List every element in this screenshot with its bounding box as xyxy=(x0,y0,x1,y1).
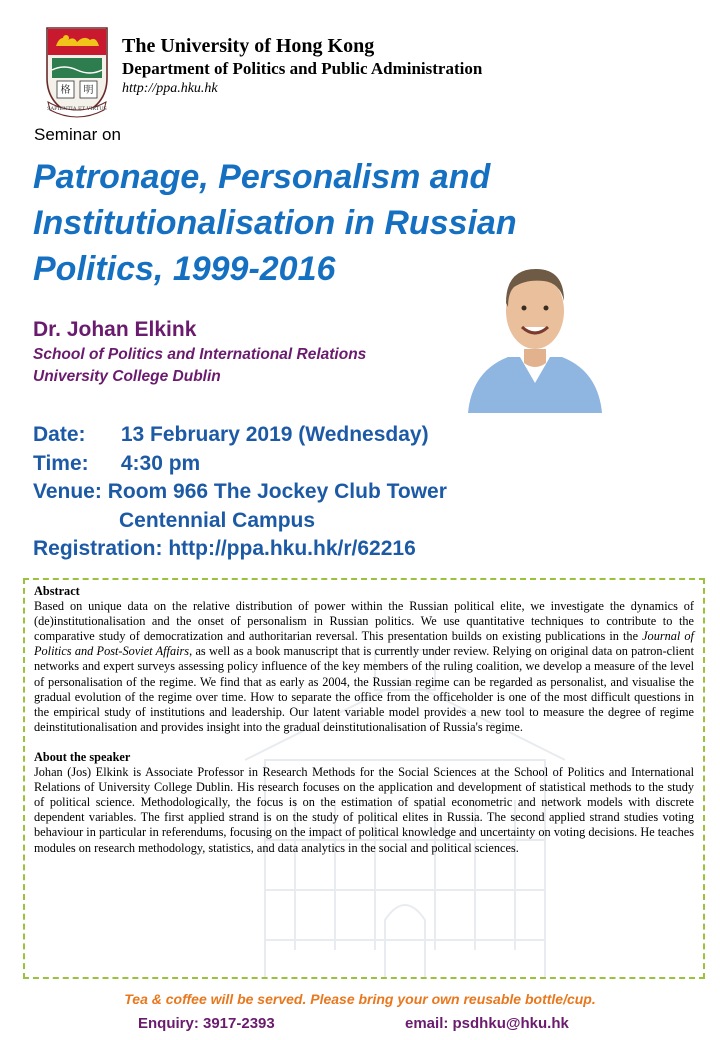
abstract-text: Based on unique data on the relative distribution of power within the Russian political elite, we investigate the dynamics of (de)institutionalisation and the onset of personalism in Russian politics. We use quantitative techniques to contribute to the comparative study of democratization and authoritarian reversal. This presentation builds on existing publications in the Journal of Politics and Post-Soviet Affairs, as well as a book manuscript that is currently under review. Relying on original data on patron-client networks and expert surveys assessing policy influence of the key members of the ruling coalition, we develop a measure of the level of personalisation of the regime. We find that as early as 2004, the Russian regime can be regarded as personalist, and visualise the gradual evolution of the regime over time. How to separate the office from the officeholder is one of the most difficult questions in the empirical study of institutions and leadership. Our latent variable model provides a new tool to measure the degree of regime deinstitutionalisation and provides insight into the gradual deinstitutionalisation of Russia's regime. xyxy=(34,599,694,734)
abstract-box xyxy=(23,578,705,979)
hku-crest-logo xyxy=(44,26,110,118)
svg-text:明: 明 xyxy=(83,85,94,96)
title-line: Institutionalisation in Russian xyxy=(33,204,517,242)
svg-text:格: 格 xyxy=(60,85,71,96)
venue-row-2 xyxy=(33,507,447,536)
venue-line1: Room 966 The Jockey Club Tower xyxy=(107,480,447,503)
university-name: The University of Hong Kong xyxy=(122,35,375,57)
about-speaker-heading: About the speaker xyxy=(34,749,131,764)
date-label: Date: xyxy=(33,423,86,446)
refreshment-notice: Tea & coffee will be served. Please bring your own reusable bottle/cup. xyxy=(124,991,596,1007)
department-url[interactable]: http://ppa.hku.hk xyxy=(122,81,218,96)
venue-row xyxy=(33,478,447,507)
university-header xyxy=(122,34,482,98)
seminar-label: Seminar on xyxy=(34,125,121,144)
speaker-photo xyxy=(458,253,612,413)
about-speaker-text: Johan (Jos) Elkink is Associate Professor in Research Methods for the Social Sciences at the School of Politics and International Relations of University College Dublin. His research focuses on the application and development of statistical methods to the study of political science. Methodologically, the focus is on the estimation of spatial econometric and network models with discrete dependent variables. The first applied strand is on the study of political elites in Russia. The second applied strand studies voting behaviour in particular in referendums, focusing on the impact of political knowledge and uncertainty on voting decisions. He teaches modules on research methodology, statistics, and data analytics in the social and political sciences. xyxy=(34,765,694,855)
time-value: 4:30 pm xyxy=(120,451,201,475)
venue-label: Venue: xyxy=(33,480,102,503)
journal-name: Journal of Politics and Post-Soviet Affairs xyxy=(34,629,694,659)
time-row xyxy=(33,450,447,479)
title-line: Patronage, Personalism and xyxy=(33,158,491,196)
date-row xyxy=(33,421,447,450)
enquiry-phone: Enquiry: 3917-2393 xyxy=(138,1015,275,1032)
speaker-name: Dr. Johan Elkink xyxy=(33,318,197,341)
abstract-heading: Abstract xyxy=(34,584,80,598)
enquiry-email[interactable]: email: psdhku@hku.hk xyxy=(405,1015,569,1032)
speaker-affiliation-school: School of Politics and International Relations xyxy=(33,346,367,363)
registration-label: Registration: xyxy=(33,537,163,560)
crest-motto: SAPIENTIA ET VIRTUS xyxy=(47,106,107,112)
title-line: Politics, 1999-2016 xyxy=(33,250,336,288)
speaker-affiliation-university: University College Dublin xyxy=(33,368,221,385)
registration-row xyxy=(33,535,447,564)
venue-line2: Centennial Campus xyxy=(119,508,316,532)
date-value: 13 February 2019 (Wednesday) xyxy=(120,423,429,446)
department-name: Department of Politics and Public Administration xyxy=(122,59,483,78)
event-details xyxy=(33,421,447,564)
registration-link[interactable]: http://ppa.hku.hk/r/62216 xyxy=(168,537,416,560)
time-label: Time: xyxy=(33,451,89,475)
abstract-content xyxy=(34,584,694,856)
